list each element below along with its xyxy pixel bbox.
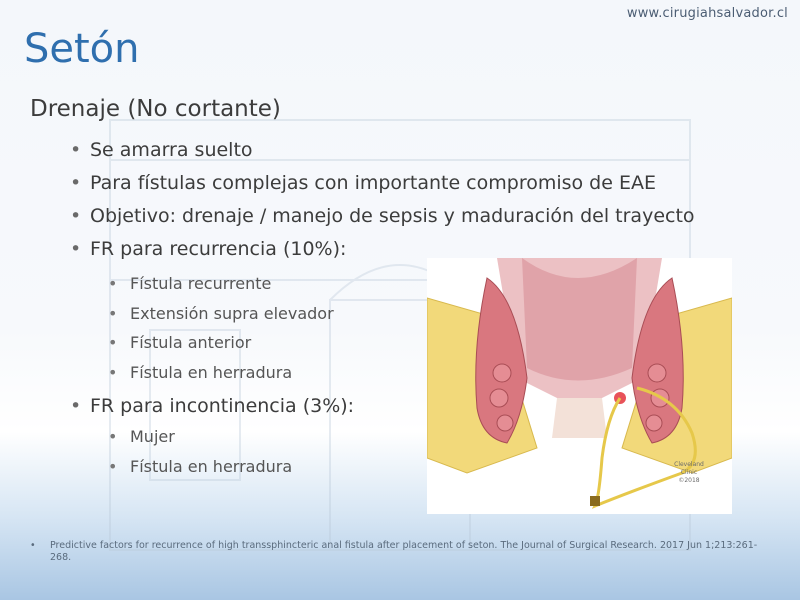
reference-bullet: • [30,540,36,551]
recurrence-factor-list [108,269,334,387]
anal-canal-diagram [427,258,732,514]
bullet-item: • Se amarra suelto [70,134,695,167]
sub-bullet-item: • Fístula recurrente [108,269,334,299]
reference-text: Predictive factors for recurrence of high transsphincteric anal fistula after placement of seton. The Journal of Surgical Research. 2017 Jun 1;213:261-268. [50,540,758,563]
incontinence-bullet-list [70,390,354,423]
main-bullet-list [70,134,695,266]
site-url: www.cirugiahsalvador.cl [626,6,788,21]
seton-anatomy-illustration [427,258,732,514]
bullet-item: • Objetivo: drenaje / manejo de sepsis y maduración del trayecto [70,200,695,233]
sub-bullet-item: • Fístula en herradura [108,452,292,482]
sub-bullet-item: • Mujer [108,422,292,452]
incontinence-factor-list [108,422,292,481]
bullet-item: • Para fístulas complejas con importante compromiso de EAE [70,167,695,200]
figure-credit-1: Cleveland [674,461,704,468]
figure-credit-year: ©2018 [678,477,700,484]
bullet-item: • FR para incontinencia (3%): [70,390,354,423]
slide-title: Setón [24,26,140,72]
figure-credit-2: Clinic [680,469,698,476]
sub-bullet-item: • Extensión supra elevador [108,299,334,329]
sub-bullet-item: • Fístula en herradura [108,358,334,388]
section-heading: Drenaje (No cortante) [30,96,281,122]
sub-bullet-item: • Fístula anterior [108,328,334,358]
bullet-item: • FR para recurrencia (10%): [70,233,695,266]
reference-citation [30,540,760,564]
